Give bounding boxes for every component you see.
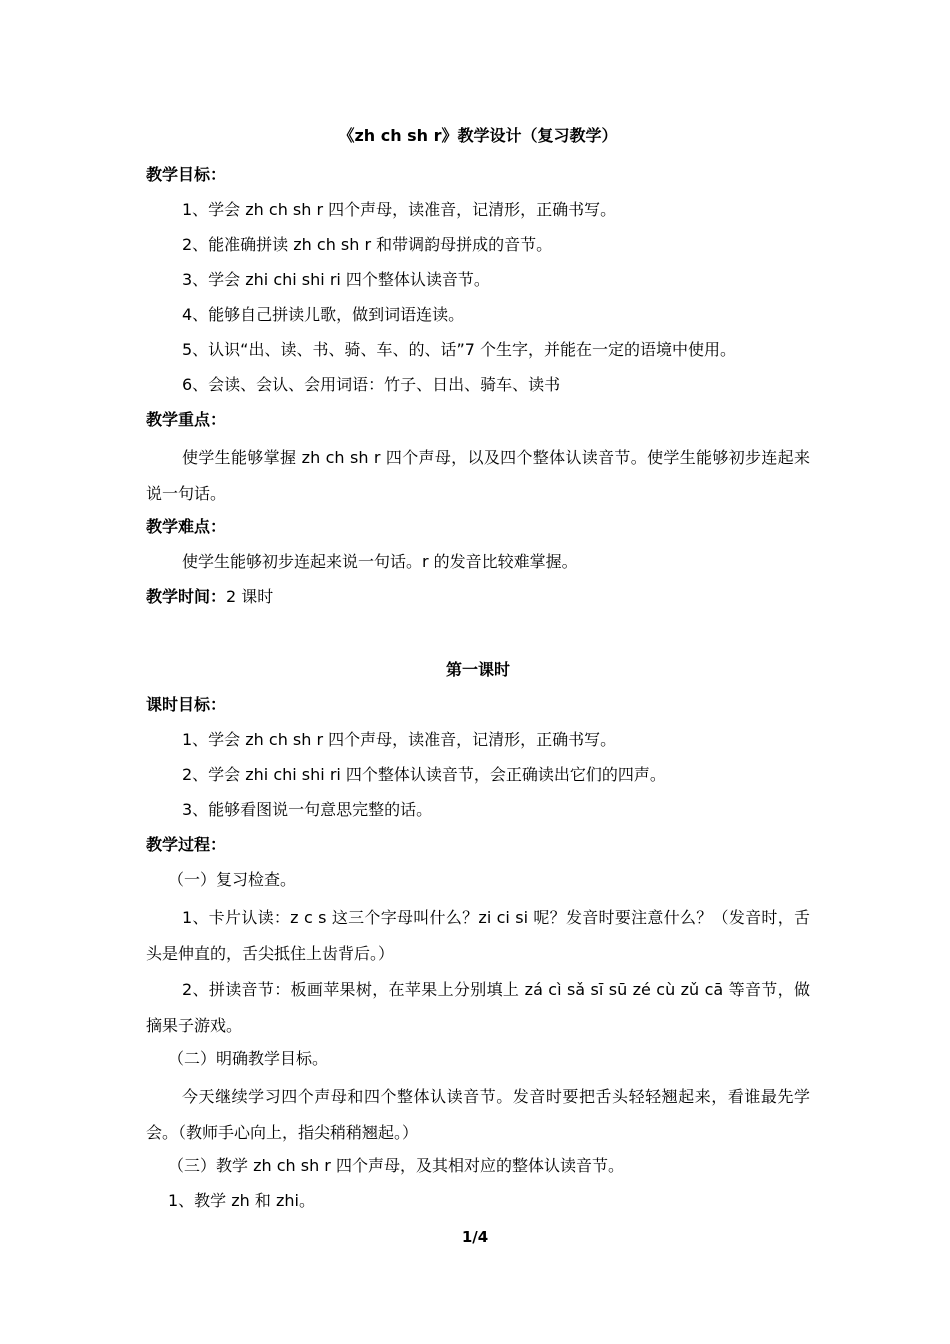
- page-total: 4: [477, 1228, 489, 1246]
- goal-item: 2、能准确拼读 zh ch sh r 和带调韵母拼成的音节。: [182, 235, 553, 254]
- step-two-text: 今天继续学习四个声母和四个整体认读音节。发音时要把舌头轻轻翘起来，看谁最先学会。（教师手心向上，指尖稍稍翘起。）: [146, 1087, 810, 1142]
- goal-item: 4、能够自己拼读儿歌，做到词语连读。: [182, 305, 465, 324]
- step-two-heading: （二）明确教学目标。: [168, 1049, 329, 1068]
- difficult-points-text: 使学生能够初步连起来说一句话。r 的发音比较难掌握。: [182, 552, 578, 571]
- process-heading: 教学过程：: [146, 835, 227, 854]
- goal-item: 3、学会 zhi chi shi ri 四个整体认读音节。: [182, 270, 490, 289]
- goal-item: 6、会读、会认、会用词语：竹子、日出、骑车、读书: [182, 375, 561, 394]
- step-one-card-reading: 1、卡片认读：z c s 这三个字母叫什么？zi ci si 呢？发音时要注意什么？（发音时，舌头是伸直的，舌尖抵住上齿背后。）: [146, 908, 810, 963]
- key-points-text: 使学生能够掌握 zh ch sh r 四个声母，以及四个整体认读音节。使学生能够初步连起来说一句话。: [146, 448, 810, 503]
- teaching-time-label: 教学时间：: [146, 587, 227, 606]
- step-one-heading: （一）复习检查。: [168, 870, 297, 889]
- blank-line: [146, 617, 810, 655]
- step-one-syllable-reading: 2、拼读音节：板画苹果树，在苹果上分别填上 zá cì sǎ sī sū zé cù zǔ cā 等音节，做摘果子游戏。: [146, 980, 810, 1035]
- page-current: 1: [461, 1228, 473, 1246]
- document-title: 《zh ch sh r》教学设计（复习教学）: [338, 126, 618, 145]
- step-three-item: 1、教学 zh 和 zhi。: [168, 1191, 315, 1210]
- page-separator: /: [472, 1228, 478, 1246]
- teaching-time: [146, 582, 810, 617]
- lesson-goal-item: 1、学会 zh ch sh r 四个声母，读准音，记清形，正确书写。: [182, 730, 617, 749]
- goals-heading: 教学目标：: [146, 165, 227, 184]
- page-number: [0, 1228, 950, 1246]
- key-points-heading: 教学重点：: [146, 410, 227, 429]
- difficult-points-heading: 教学难点：: [146, 517, 227, 536]
- teaching-time-value: 2 课时: [226, 587, 274, 606]
- step-three-heading: （三）教学 zh ch sh r 四个声母，及其相对应的整体认读音节。: [168, 1156, 624, 1175]
- lesson-goals-heading: 课时目标：: [146, 695, 227, 714]
- goal-item: 1、学会 zh ch sh r 四个声母，读准音，记清形，正确书写。: [182, 200, 617, 219]
- goal-item: 5、认识“出、读、书、骑、车、的、话”7 个生字，并能在一定的语境中使用。: [182, 340, 737, 359]
- document-body: [146, 124, 810, 1221]
- lesson-goal-item: 3、能够看图说一句意思完整的话。: [182, 800, 433, 819]
- lesson-one-heading: 第一课时: [445, 660, 510, 679]
- lesson-goal-item: 2、学会 zhi chi shi ri 四个整体认读音节，会正确读出它们的四声。: [182, 765, 666, 784]
